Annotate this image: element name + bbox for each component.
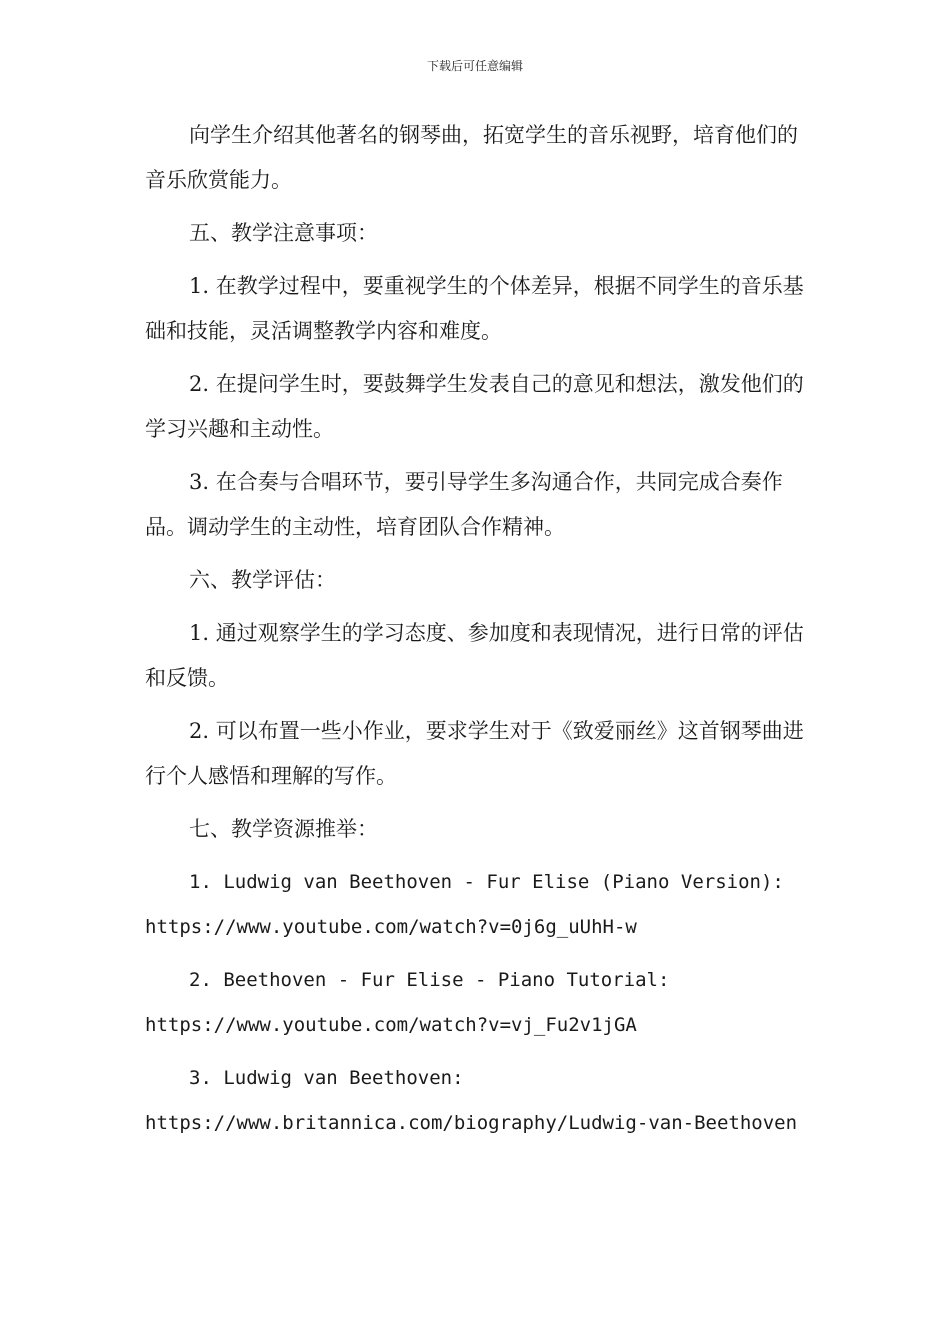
paragraph-precaution-2: 2. 在提问学生时，要鼓舞学生发表自己的意见和想法，激发他们的学习兴趣和主动性。 bbox=[145, 372, 804, 441]
section-heading-precautions: 五、教学注意事项： bbox=[189, 221, 378, 245]
resource-item bbox=[145, 1056, 810, 1146]
paragraph-precaution-3: 3. 在合奏与合唱环节，要引导学生多沟通合作，共同完成合奏作品。调动学生的主动性，培育团队合作精神。 bbox=[145, 470, 783, 539]
resource-item bbox=[145, 958, 810, 1048]
resource-url-link[interactable]: https://www.youtube.com/watch?v=vj_Fu2v1jGA bbox=[145, 1014, 637, 1036]
section-heading-assessment: 六、教学评估： bbox=[189, 568, 336, 592]
resource-label: 3. Ludwig van Beethoven: bbox=[189, 1067, 464, 1089]
paragraph-assessment-1: 1. 通过观察学生的学习态度、参加度和表现情况，进行日常的评估和反馈。 bbox=[145, 621, 804, 690]
paragraph-assessment-2: 2. 可以布置一些小作业，要求学生对于《致爱丽丝》这首钢琴曲进行个人感悟和理解的写作。 bbox=[145, 719, 804, 788]
resource-url-link[interactable]: https://www.youtube.com/watch?v=0j6g_uUhH-w bbox=[145, 916, 637, 938]
section-heading-resources: 七、教学资源推举： bbox=[189, 817, 378, 841]
document-body bbox=[145, 113, 810, 1154]
page-header: 下载后可任意编辑 bbox=[426, 59, 523, 73]
resource-item bbox=[145, 860, 810, 950]
paragraph-precaution-1: 1. 在教学过程中，要重视学生的个体差异，根据不同学生的音乐基础和技能，灵活调整教学内容和难度。 bbox=[145, 274, 804, 343]
resource-label: 2. Beethoven - Fur Elise - Piano Tutorial: bbox=[189, 969, 670, 991]
paragraph-intro: 向学生介绍其他著名的钢琴曲，拓宽学生的音乐视野，培育他们的音乐欣赏能力。 bbox=[145, 123, 798, 192]
resource-label: 1. Ludwig van Beethoven - Fur Elise (Piano Version): bbox=[189, 871, 784, 893]
resource-url-link[interactable]: https://www.britannica.com/biography/Ludwig-van-Beethoven bbox=[145, 1112, 798, 1134]
